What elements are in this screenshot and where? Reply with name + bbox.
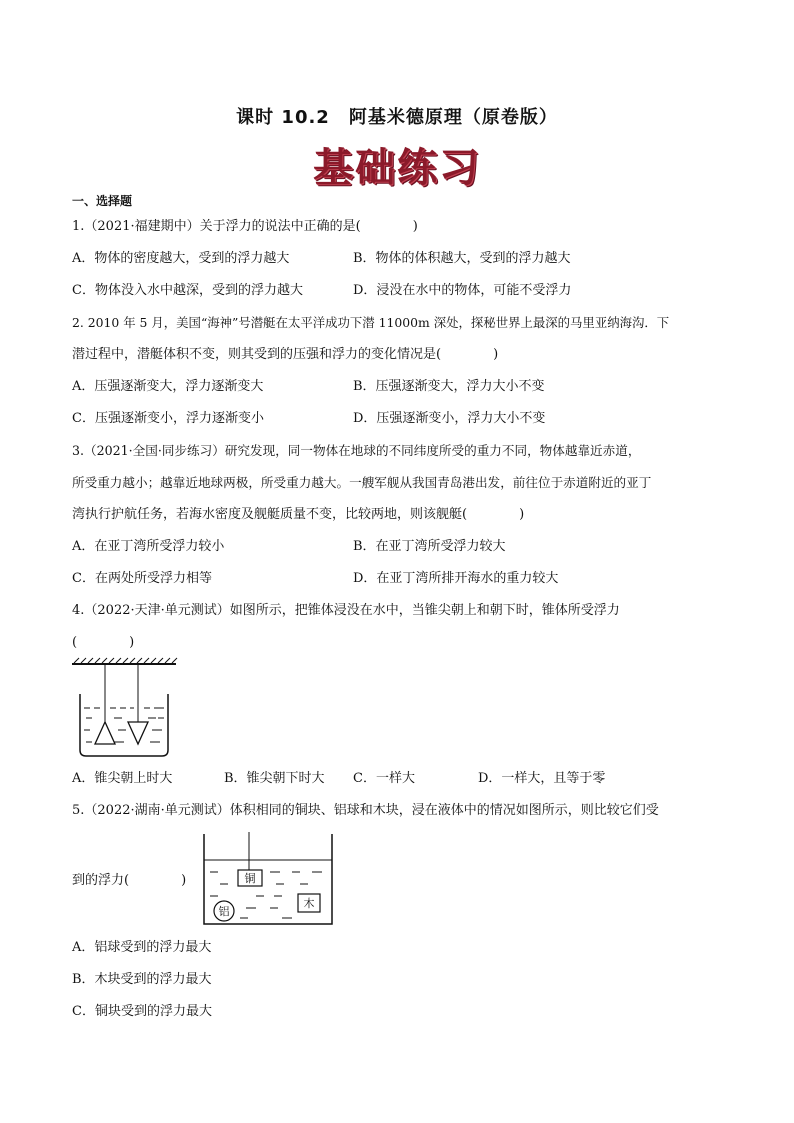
question-3-option-b: B．在亚丁湾所受浮力较大 <box>353 539 506 554</box>
question-4-option-d: D．一样大，且等于零 <box>478 771 606 786</box>
question-3-stem-line-1: 3.（2021·全国·同步练习）研究发现，同一物体在地球的不同纬度所受的重力不同，物体越靠近赤道， <box>72 443 641 458</box>
question-5-option-c: C．铜块受到的浮力最大 <box>72 1004 212 1019</box>
question-2-option-b: B．压强逐渐变大，浮力大小不变 <box>353 379 545 394</box>
banner-heading: 基础练习 <box>313 145 481 191</box>
page-title: 课时 10.2 阿基米德原理（原卷版） <box>236 107 558 128</box>
wood-label: 木 <box>303 897 315 910</box>
question-5-option-b: B．木块受到的浮力最大 <box>72 972 212 987</box>
question-4-option-a: A．锥尖朝上时大 <box>72 771 173 786</box>
question-2-stem-line-1: 2. 2010 年 5 月，美国“海神”号潜艇在太平洋成功下潜 11000m 深处，探秘世界上最深的马里亚纳海沟．下 <box>72 315 670 330</box>
question-5-option-a: A．铝球受到的浮力最大 <box>72 940 212 955</box>
question-1-option-d: D．浸没在水中的物体，可能不受浮力 <box>353 283 572 298</box>
question-5-stem-line-2: 到的浮力( ) <box>72 873 187 888</box>
question-4-option-c: C．一样大 <box>353 771 415 786</box>
question-2-option-a: A．压强逐渐变大，浮力逐渐变大 <box>72 379 264 394</box>
question-1-option-c: C．物体没入水中越深，受到的浮力越大 <box>72 283 303 298</box>
question-1-option-a: A．物体的密度越大，受到的浮力越大 <box>72 251 290 266</box>
aluminum-label: 铝 <box>218 905 230 918</box>
question-3-option-d: D．在亚丁湾所排开海水的重力较大 <box>353 571 559 586</box>
cone-in-water-figure <box>70 656 180 760</box>
question-3-stem-line-2: 所受重力越小；越靠近地球两极，所受重力越大。一艘军舰从我国青岛港出发，前往位于赤道附近的亚丁 <box>72 475 652 490</box>
question-2-option-c: C．压强逐渐变小，浮力逐渐变小 <box>72 411 264 426</box>
blocks-in-liquid-figure <box>200 832 334 926</box>
section-heading: 一、选择题 <box>72 194 133 208</box>
question-5-stem-line-1: 5.（2022·湖南·单元测试）体积相同的铜块、铝球和木块，浸在液体中的情况如图所示，则比较它们受 <box>72 803 659 818</box>
question-3-option-c: C．在两处所受浮力相等 <box>72 571 212 586</box>
question-3-option-a: A．在亚丁湾所受浮力较小 <box>72 539 225 554</box>
question-2-stem-line-2: 潜过程中，潜艇体积不变，则其受到的压强和浮力的变化情况是( ) <box>72 347 499 362</box>
question-3-stem-line-3: 湾执行护航任务，若海水密度及舰艇质量不变，比较两地，则该舰艇( ) <box>72 507 525 522</box>
question-1-stem: 1.（2021·福建期中）关于浮力的说法中正确的是( ) <box>72 219 418 234</box>
question-4-stem-line-1: 4.（2022·天津·单元测试）如图所示，把锥体浸没在水中，当锥尖朝上和朝下时，锥体所受浮力 <box>72 603 620 618</box>
question-2-option-d: D．压强逐渐变小，浮力大小不变 <box>353 411 546 426</box>
question-4-stem-line-2: ( ) <box>72 635 135 650</box>
copper-label: 铜 <box>244 872 256 885</box>
question-1-option-b: B．物体的体积越大，受到的浮力越大 <box>353 251 571 266</box>
question-4-option-b: B．锥尖朝下时大 <box>224 771 325 786</box>
